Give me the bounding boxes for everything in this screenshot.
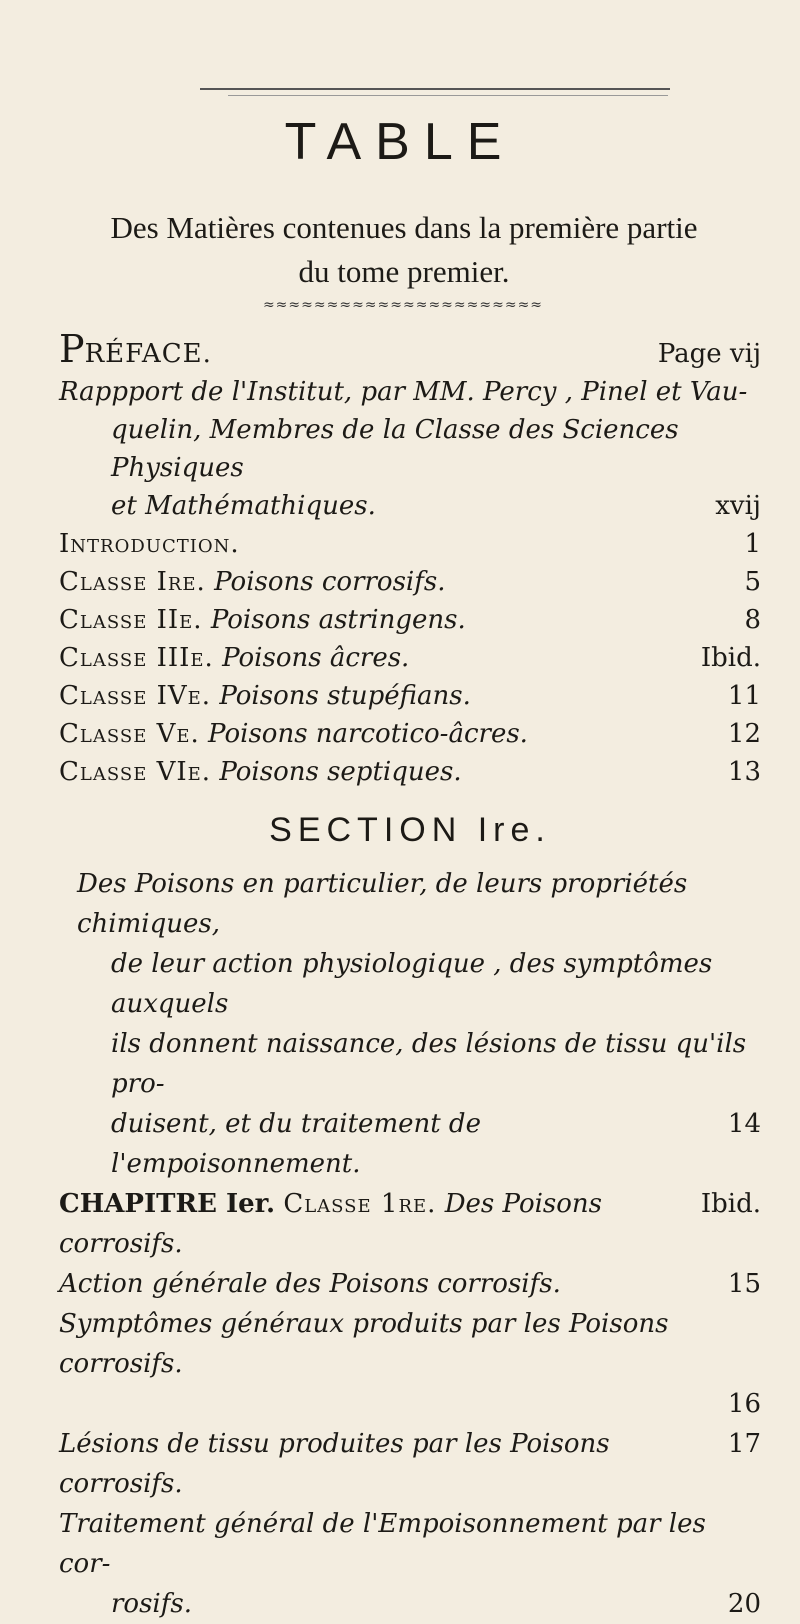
- classe-title: Poisons narcotico-âcres.: [208, 719, 528, 749]
- classe-page: 11: [727, 681, 761, 711]
- toc-row-rapport-1: [59, 373, 761, 411]
- toc-row-entry: [59, 1304, 761, 1384]
- top-rule: [200, 88, 670, 90]
- preface-page: Page vij: [657, 339, 761, 369]
- toc-row-classe: [59, 677, 761, 715]
- rapport-line-1: Rappport de l'Institut, par MM. Percy , Pinel et Vau-: [59, 377, 748, 407]
- section-desc-last-row: [59, 1104, 761, 1184]
- toc-row-classe: [59, 601, 761, 639]
- classe-title: Poisons stupéfians.: [219, 681, 471, 711]
- classe-label: Classe VIe.: [59, 757, 212, 787]
- top-rule-thin: [228, 95, 668, 96]
- section-description: [59, 864, 761, 1184]
- toc-row-classe: [59, 715, 761, 753]
- toc-row-preface: [59, 327, 761, 373]
- chapter-page: Ibid.: [700, 1189, 761, 1219]
- chapter-label: CHAPITRE Ier.: [59, 1189, 276, 1219]
- entry-page: 17: [727, 1429, 761, 1459]
- toc-row-rapport-2: [59, 411, 761, 487]
- entry-page: 15: [727, 1269, 761, 1299]
- table-of-contents: [59, 327, 761, 1624]
- section-desc-page: 14: [727, 1109, 761, 1139]
- drop-cap: P: [59, 327, 85, 371]
- classe-label: Classe Ire.: [59, 567, 206, 597]
- entry-page: 20: [727, 1589, 761, 1619]
- page-title: TABLE: [284, 113, 516, 171]
- preface-label: RÉFACE.: [84, 339, 212, 369]
- entry-text: Traitement général de l'Empoisonnement par les cor-: [59, 1509, 706, 1579]
- section-desc-line-3: ils donnent naissance, des lésions de tissu qu'ils pro-: [111, 1029, 747, 1099]
- introduction-page: 1: [744, 529, 761, 559]
- chapter-title: Des Poisons corrosifs.: [59, 1189, 603, 1259]
- page-subtitle: Des Matières contenues dans la première partie du tome premier.: [110, 210, 698, 289]
- section-desc-line-4: duisent, et du traitement de l'empoisonnement.: [111, 1109, 481, 1179]
- toc-row-classe: [59, 563, 761, 601]
- classe-label: Classe IVe.: [59, 681, 212, 711]
- classe-page: 5: [744, 567, 761, 597]
- toc-row-entry: [59, 1424, 761, 1504]
- section-desc-line-1: Des Poisons en particulier, de leurs propriétés chimiques,: [77, 869, 688, 939]
- classe-label: Classe IIIe.: [59, 643, 214, 673]
- classe-label: Classe IIe.: [59, 605, 203, 635]
- rapport-line-2: quelin, Membres de la Classe des Sciences Physiques: [111, 415, 679, 483]
- classe-title: Poisons âcres.: [222, 643, 410, 673]
- entry-text: Symptômes généraux produits par les Poisons corrosifs.: [59, 1309, 669, 1379]
- toc-row-entry: [59, 1264, 761, 1304]
- toc-row-classe: [59, 753, 761, 791]
- entry-text: Lésions de tissu produites par les Poisons corrosifs.: [59, 1429, 610, 1499]
- toc-row-rapport-3: [59, 487, 761, 525]
- classe-page: 8: [744, 605, 761, 635]
- toc-row-introduction: [59, 525, 761, 563]
- entry-page: 16: [727, 1389, 761, 1419]
- classe-page: Ibid.: [700, 643, 761, 673]
- classe-title: Poisons corrosifs.: [214, 567, 446, 597]
- entry-text-cont: rosifs.: [111, 1589, 192, 1619]
- classe-title: Poisons septiques.: [219, 757, 462, 787]
- toc-row-chapter: [59, 1184, 761, 1264]
- classe-title: Poisons astringens.: [210, 605, 466, 635]
- entry-text: Action générale des Poisons corrosifs.: [59, 1269, 561, 1299]
- toc-row-entry: [59, 1504, 761, 1584]
- chapter-classe: Classe 1re.: [283, 1189, 437, 1219]
- classe-page: 12: [727, 719, 761, 749]
- rapport-line-3: et Mathémathiques.: [111, 491, 376, 521]
- section-desc-line-2: de leur action physiologique , des symptômes auxquels: [111, 949, 713, 1019]
- section-heading: SECTION Ire.: [269, 811, 551, 849]
- introduction-label: Introduction.: [59, 529, 240, 559]
- classe-label: Classe Ve.: [59, 719, 200, 749]
- toc-row-entry-cont: [59, 1584, 761, 1624]
- ornament-divider: ≈≈≈≈≈≈≈≈≈≈≈≈≈≈≈≈≈≈≈≈≈≈: [262, 297, 544, 313]
- rapport-page: xvij: [715, 491, 761, 521]
- classe-page: 13: [727, 757, 761, 787]
- toc-row-classe: [59, 639, 761, 677]
